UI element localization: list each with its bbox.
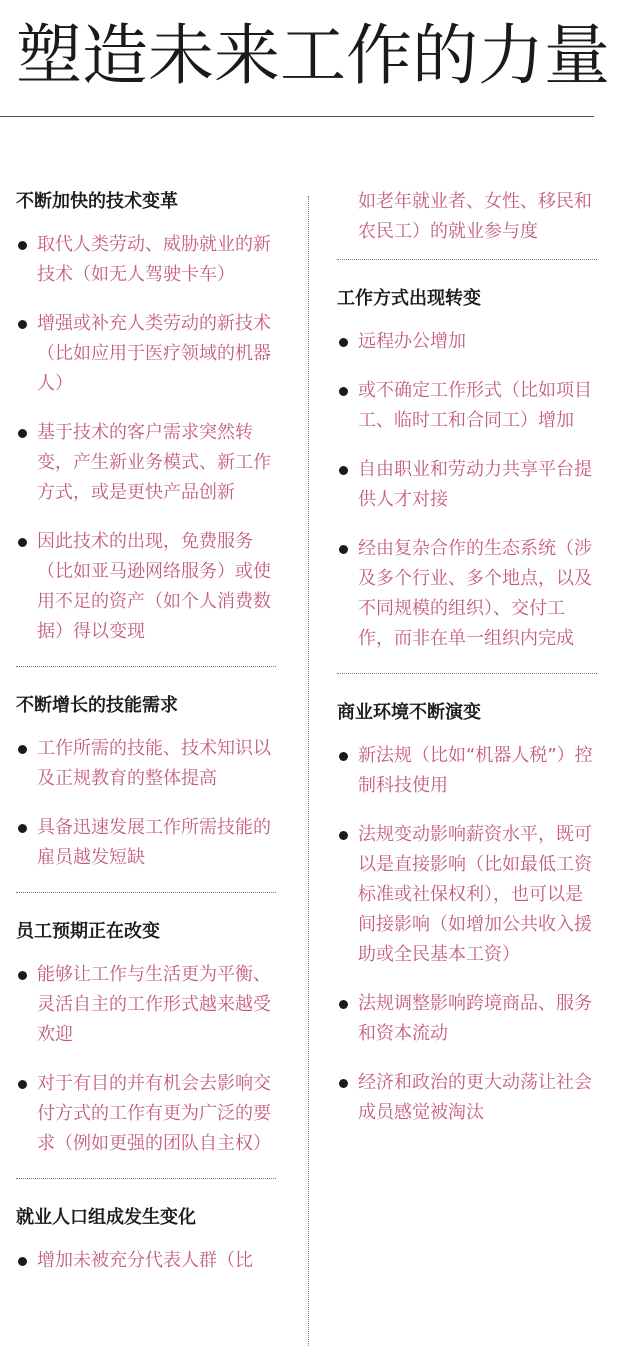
list-item [16, 527, 276, 647]
section-work-style [337, 284, 597, 654]
list-item [16, 418, 276, 508]
section-heading: 商业环境不断演变 [337, 702, 481, 723]
page-title: 塑造未来工作的力量 [16, 17, 610, 94]
section-heading: 员工预期正在改变 [16, 921, 160, 942]
item-text: 新法规（比如“机器人税”）控制科技使用 [358, 745, 593, 796]
item-text: 自由职业和劳动力共享平台提供人才对接 [358, 459, 592, 510]
right-column [337, 187, 597, 1147]
list-item [337, 455, 597, 515]
list-item [337, 1068, 597, 1128]
list-item [337, 376, 597, 436]
item-text: 对于有目的并有机会去影响交付方式的工作有更为广泛的要求（例如更强的团队自主权） [37, 1073, 271, 1154]
list-item [337, 327, 597, 357]
section-separator [337, 673, 597, 674]
item-text: 增强或补充人类劳动的新技术（比如应用于医疗领域的机器人） [37, 313, 271, 394]
list-item [337, 820, 597, 970]
bullet-icon [18, 824, 27, 833]
bullet-icon [18, 971, 27, 980]
list-item [16, 960, 276, 1050]
bullet-icon [339, 466, 348, 475]
item-text: 经济和政治的更大动荡让社会成员感觉被淘汰 [358, 1072, 592, 1123]
title-rule [0, 116, 594, 117]
list-item [16, 230, 276, 290]
section-tech-change [16, 187, 276, 647]
bullet-icon [18, 320, 27, 329]
bullet-icon [339, 338, 348, 347]
bullet-icon [18, 429, 27, 438]
section-skills-demand [16, 691, 276, 873]
list-item [16, 734, 276, 794]
bullet-icon [339, 831, 348, 840]
item-text: 因此技术的出现，免费服务（比如亚马逊网络服务）或使用不足的资产（如个人消费数据）得以变现 [37, 531, 271, 642]
item-text: 远程办公增加 [358, 331, 466, 352]
bullet-icon [18, 1080, 27, 1089]
section-employee-expectations [16, 917, 276, 1159]
section-heading: 就业人口组成发生变化 [16, 1207, 196, 1228]
item-text: 或不确定工作形式（比如项目工、临时工和合同工）增加 [358, 380, 592, 431]
item-text: 能够让工作与生活更为平衡、灵活自主的工作形式越来越受欢迎 [37, 964, 271, 1045]
bullet-icon [18, 538, 27, 547]
section-business-environment [337, 698, 597, 1128]
section-separator [337, 259, 597, 260]
bullet-icon [339, 387, 348, 396]
item-text: 增加未被充分代表人群（比 [37, 1250, 253, 1271]
item-text: 取代人类劳动、威胁就业的新技术（如无人驾驶卡车） [37, 234, 271, 285]
section-separator [16, 892, 276, 893]
list-item [16, 309, 276, 399]
bullet-icon [339, 1079, 348, 1088]
section-separator [16, 666, 276, 667]
column-divider [308, 196, 309, 1346]
section-separator [16, 1178, 276, 1179]
bullet-icon [339, 1000, 348, 1009]
list-item [16, 1069, 276, 1159]
section-workforce-composition [16, 1203, 276, 1276]
list-item [337, 741, 597, 801]
bullet-icon [18, 745, 27, 754]
item-text: 法规变动影响薪资水平，既可以是直接影响（比如最低工资标准或社保权利），也可以是间接影响（如增加公共收入援助或全民基本工资） [358, 824, 592, 965]
list-item [337, 534, 597, 654]
item-text: 法规调整影响跨境商品、服务和资本流动 [358, 993, 592, 1044]
section-heading: 不断加快的技术变革 [16, 191, 178, 212]
item-text: 基于技术的客户需求突然转变，产生新业务模式、新工作方式，或是更快产品创新 [37, 422, 271, 503]
item-text: 经由复杂合作的生态系统（涉及多个行业、多个地点，以及不同规模的组织）、交付工作，而非在单一组织内完成 [358, 538, 592, 649]
list-item [337, 989, 597, 1049]
bullet-icon [18, 1257, 27, 1266]
item-text: 工作所需的技能、技术知识以及正规教育的整体提高 [37, 738, 271, 789]
bullet-icon [339, 752, 348, 761]
section-heading: 工作方式出现转变 [337, 288, 481, 309]
left-column [16, 187, 276, 1295]
continued-item-text: 如老年就业者、女性、移民和农民工）的就业参与度 [358, 191, 592, 242]
bullet-icon [339, 545, 348, 554]
bullet-icon [18, 241, 27, 250]
section-heading: 不断增长的技能需求 [16, 695, 178, 716]
list-item [16, 813, 276, 873]
list-item [16, 1246, 276, 1276]
item-text: 具备迅速发展工作所需技能的雇员越发短缺 [37, 817, 271, 868]
